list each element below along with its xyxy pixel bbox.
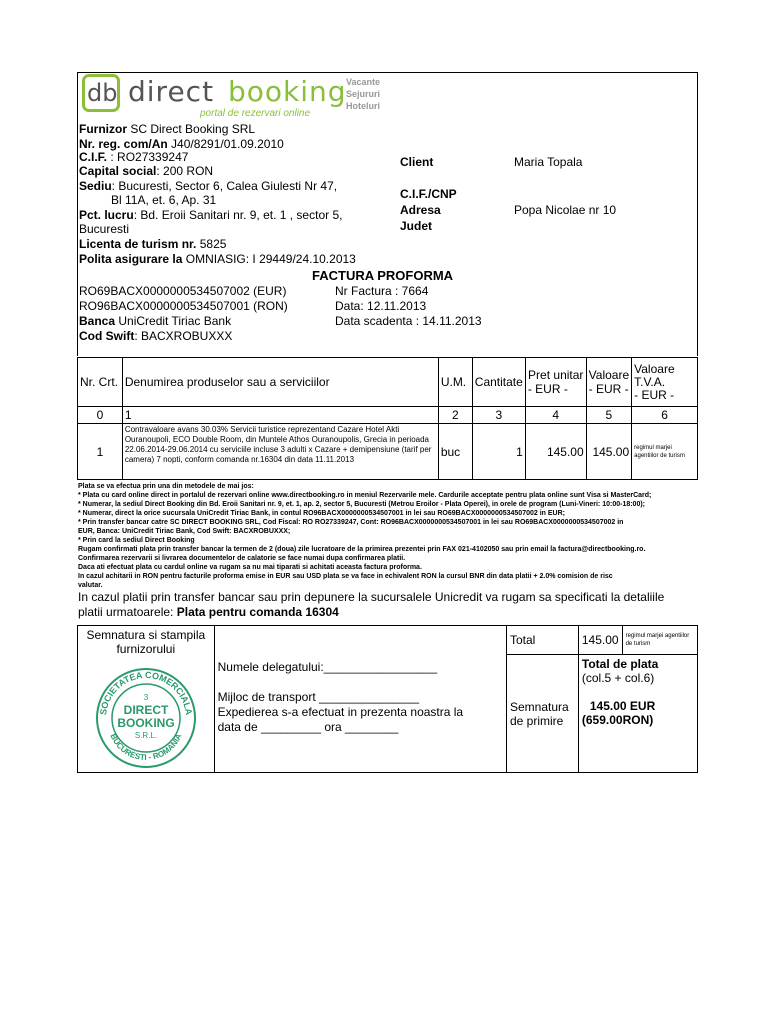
total-payment-ron: (659.00RON) — [581, 713, 654, 728]
signature-table — [77, 625, 698, 773]
row-cantitate: 1 — [472, 424, 525, 480]
invoice-due-date: Data scadenta : 14.11.2013 — [335, 314, 482, 328]
transfer-text-1: In cazul platii prin transfer bancar sau prin depunere la sucursalele Unicredit va rugam sa specificati la detaliile — [78, 590, 665, 604]
stamp-icon — [94, 666, 198, 770]
supplier-sediu: Sediu: Bucuresti, Sector 6, Calea Giulesti Nr 47, — [79, 179, 338, 193]
header-denumirea: Denumirea produselor sau a serviciilor — [122, 358, 438, 407]
note-line-7: Rugam confirmati plata prin transfer bancar la termen de 2 (doua) zile lucratoare de la primirea prezentei prin FAX 021-4102050 sau prin email la factura@directbooking.ro. — [78, 546, 646, 553]
supplier-pct-lucru-2: Bucuresti — [79, 222, 130, 236]
row-um: buc — [438, 424, 472, 480]
transport-line: Mijloc de transport _______________ — [217, 690, 420, 704]
total-note-cell: regimul marjei agentiilor de turism — [622, 626, 697, 655]
index-cell-3: 3 — [472, 407, 525, 424]
delegate-cell — [214, 626, 506, 773]
row-nr: 1 — [78, 424, 123, 480]
header-pret: Pret unitar - EUR - — [525, 358, 586, 407]
client-adresa-label: Adresa — [400, 203, 441, 217]
receiver-signature-cell — [506, 655, 578, 773]
table-row — [78, 424, 698, 480]
note-line-0: Plata se va efectua prin una din metodele de mai jos: — [78, 483, 254, 490]
header-cantitate: Cantitate — [472, 358, 525, 407]
supplier-cif: C.I.F. : RO27339247 — [79, 150, 189, 164]
header-tva: Valoare T.V.A. - EUR - — [632, 358, 698, 407]
header-valoare: Valoare - EUR - — [586, 358, 631, 407]
receiver-signature-label-2: de primire — [509, 713, 564, 728]
supplier-licenta: Licenta de turism nr. 5825 — [79, 237, 227, 251]
receiver-signature-label-1: Semnatura — [509, 699, 569, 714]
dispatch-line-1: Expedierea s-a efectuat in prezenta noastra la — [217, 705, 464, 719]
stamp-outer-text: SOCIETATEA COMERCIALA — [97, 669, 194, 716]
index-cell-0: 0 — [78, 407, 123, 424]
logo-mark — [82, 74, 120, 112]
client-judet-label: Judet — [400, 219, 433, 233]
delegate-name-line: Numele delegatului:_________________ — [217, 660, 438, 674]
logo-side-words — [346, 76, 396, 112]
swift-code: Cod Swift: BACXROBUXXX — [79, 329, 233, 343]
supplier-polita: Polita asigurare la OMNIASIG: I 29449/24.10.2013 — [79, 252, 356, 266]
frame-right-line — [697, 72, 698, 356]
header-nr-crt: Nr. Crt. — [78, 358, 123, 407]
index-cell-2: 2 — [438, 407, 472, 424]
supplier-pct-lucru: Pct. lucru: Bd. Eroii Sanitari nr. 9, et. 1 , sector 5, — [79, 208, 343, 222]
frame-left-line — [77, 72, 78, 356]
logo-tagline: portal de rezervari online — [200, 108, 311, 119]
total-payment-eur: 145.00 EUR — [589, 699, 656, 714]
logo — [82, 74, 352, 122]
note-line-5: EUR, Banca: UniCredit Tiriac Bank, Cod Swift: BACXROBUXXX; — [78, 528, 291, 535]
client-adresa-value: Popa Nicolae nr 10 — [514, 203, 617, 217]
items-index-row — [78, 407, 698, 424]
note-line-9: Daca ati efectuat plata cu cardul online va rugam sa nu mai tiparati si achitati aceasta factura proforma. — [78, 564, 422, 571]
logo-side-sejururi: Sejururi — [346, 89, 381, 99]
supplier-signature-label: Semnatura si stampila furnizorului — [86, 628, 206, 656]
stamp-name-1: DIRECT — [123, 703, 169, 717]
transfer-text-2: platii urmatoarele: Plata pentru comanda 16304 — [78, 605, 339, 619]
row-pret: 145.00 — [525, 424, 586, 480]
total-payment-formula: (col.5 + col.6) — [581, 671, 655, 686]
note-line-3: * Numerar, direct la orice sucursala UniCredit Tiriac Bank, in contul RO96BACX0000000534507001 in lei sau RO69BACX0000000534507002 in EUR; — [78, 510, 565, 517]
supplier-reg: Nr. reg. com/An J40/8291/01.09.2010 — [79, 137, 284, 151]
dispatch-line-2: data de _________ ora ________ — [217, 720, 399, 734]
index-cell-5: 5 — [586, 407, 631, 424]
invoice-number: Nr Factura : 7664 — [335, 284, 429, 298]
items-header-row — [78, 358, 698, 407]
note-line-11: valutar. — [78, 582, 103, 589]
total-payment-cell — [578, 655, 697, 773]
payment-notes — [78, 482, 698, 590]
total-value-cell: 145.00 — [578, 626, 622, 655]
logo-side-vacante: Vacante — [346, 77, 381, 87]
note-line-1: * Plata cu card online direct in portalul de rezervari online www.directbooking.ro in meniul Rezervarile mele. Cardurile acceptate pentru plata online sunt Visa si MasterCard; — [78, 492, 652, 499]
logo-word-booking: booking — [228, 75, 347, 108]
stamp-number: 3 — [143, 693, 149, 702]
supplier-capital: Capital social: 200 RON — [79, 164, 214, 178]
note-line-10: In cazul achitarii in RON pentru facturile proforma emise in EUR sau USD plata se va face in echivalent RON la cursul BNR din data platii + 2.0% comision de risc — [78, 573, 613, 580]
iban-ron: RO96BACX0000000534507001 (RON) — [79, 299, 288, 313]
stamp-name-2: BOOKING — [117, 716, 175, 730]
supplier-sediu-2: Bl 11A, et. 6, Ap. 31 — [111, 193, 217, 207]
note-line-6: * Prin card la sediul Direct Booking — [78, 537, 195, 544]
total-label-cell: Total — [506, 626, 578, 655]
header-um: U.M. — [438, 358, 472, 407]
index-cell-6: 6 — [632, 407, 698, 424]
index-cell-1: 1 — [122, 407, 438, 424]
row-description: Contravaloare avans 30.03% Servicii turistice reprezentand Cazare Hotel Akti Ouranoupoli, ECO Double Room, din Muntele Athos Ouranoupolis, Grecia in perioada 22.06.2014-29.06.2014 cu serviciile incluse 3 adulti x Cazare + demipensiune (tarif per camera) 7 nopti, conform comanda nr.16304 din data 11.11.2013 — [122, 424, 438, 480]
supplier-signature-cell — [78, 626, 215, 773]
items-table — [77, 357, 698, 480]
client-value: Maria Topala — [514, 155, 583, 169]
iban-eur: RO69BACX0000000534507002 (EUR) — [79, 284, 287, 298]
stamp-city-text: BUCURESTI - ROMANIA — [108, 732, 184, 763]
bank-name: Banca UniCredit Tiriac Bank — [79, 314, 232, 328]
client-cif-label: C.I.F./CNP — [400, 187, 457, 201]
row-tva: regimul marjei agentiilor de turism — [632, 424, 698, 480]
client-label: Client — [400, 155, 434, 169]
total-payment-label: Total de plata — [581, 657, 659, 672]
note-line-2: * Numerar, la sediul Direct Booking din Bd. Eroii Sanitari nr. 9, et. 1, ap. 2, sector 5, Bucuresti (Metrou Eroilor - Plata Operei), in orele de program (Luni-Vineri: 10:00-18:00); — [78, 501, 646, 508]
frame-top-line — [77, 72, 698, 73]
invoice-date: Data: 12.11.2013 — [335, 299, 427, 313]
logo-side-hoteluri: Hoteluri — [346, 101, 381, 111]
company-stamp — [94, 666, 198, 770]
index-cell-4: 4 — [525, 407, 586, 424]
stamp-srl: S.R.L. — [134, 731, 157, 740]
logo-word-direct: direct — [128, 75, 215, 108]
supplier-furnizor: Furnizor SC Direct Booking SRL — [79, 122, 256, 136]
transfer-instructions — [78, 590, 700, 620]
invoice-title: FACTURA PROFORMA — [312, 268, 454, 283]
note-line-8: Confirmarea rezervarii si livrarea documentelor de calatorie se face numai dupa confirmarea platii. — [78, 555, 406, 562]
note-line-4: * Prin transfer bancar catre SC DIRECT BOOKING SRL, Cod Fiscal: RO RO27339247, Cont: RO96BACX0000000534507001 in lei sau RO69BACX0000000534507002 in — [78, 519, 624, 526]
row-valoare: 145.00 — [586, 424, 631, 480]
logo-mark-text: db — [87, 79, 118, 107]
